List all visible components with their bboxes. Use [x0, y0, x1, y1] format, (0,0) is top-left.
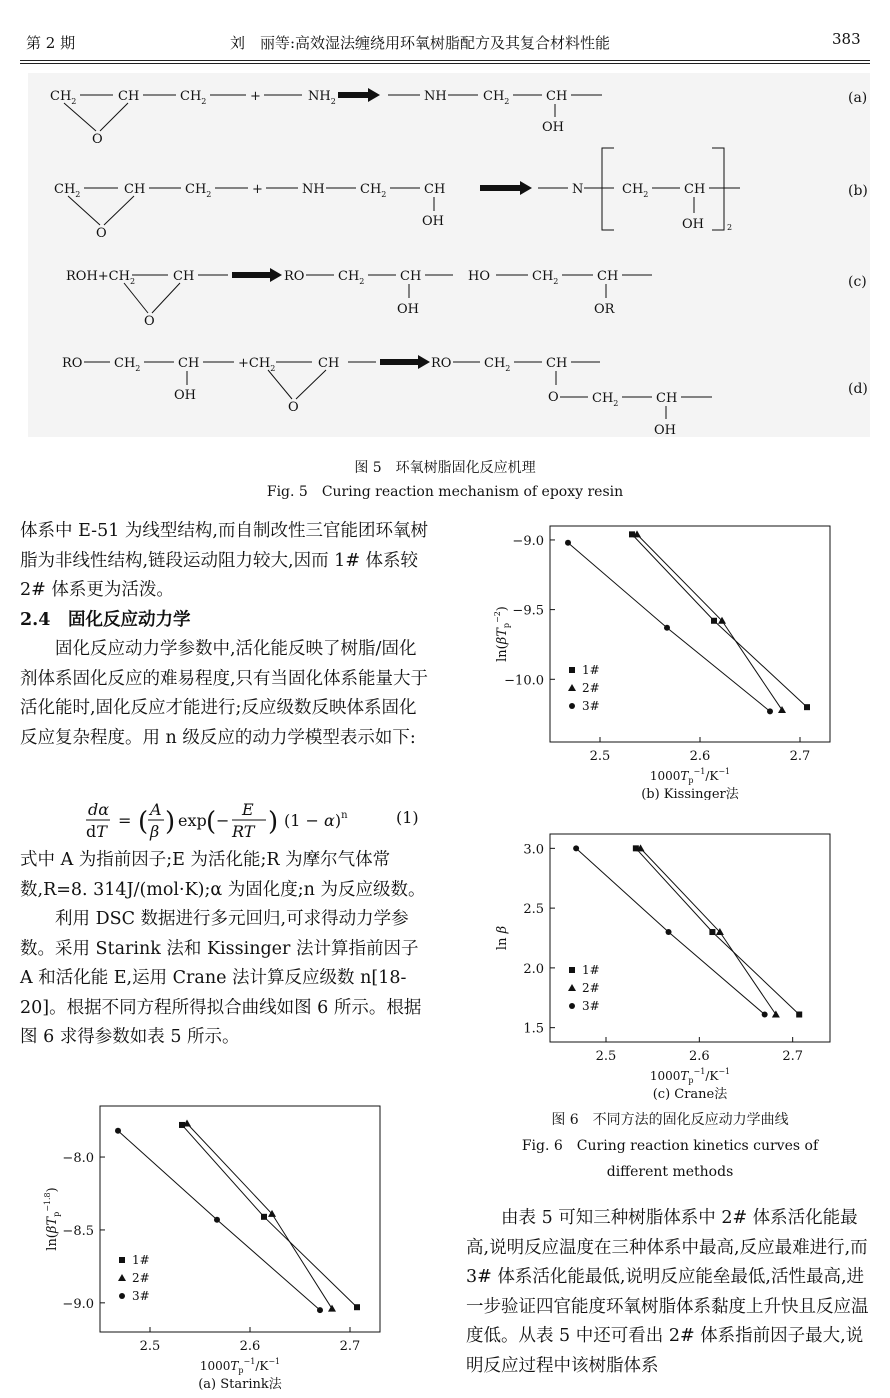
issue-number: 第 2 期 [26, 34, 76, 52]
x-tick-label: 2.7 [339, 1339, 361, 1354]
svg-text:CH2: $CH_2$ [185, 182, 212, 199]
label-a: (a) [848, 90, 868, 106]
svg-text:ROH+CH2: $ROH+CH_2$ [66, 269, 136, 286]
svg-text:E: E [242, 800, 254, 819]
label-b: (b) [848, 183, 868, 199]
label-c: (c) [848, 274, 867, 290]
fig5-caption-cn: 图 5 环氧树脂固化反应机理 [354, 460, 536, 476]
data-point-square [796, 1012, 802, 1018]
svg-text:CH: CH [424, 182, 446, 197]
svg-text:OR: OR [594, 302, 615, 317]
mechanism-figure [28, 73, 870, 437]
reaction-b [54, 148, 740, 241]
data-point-triangle [778, 706, 786, 713]
svg-text:HO: HO [468, 269, 490, 284]
reaction-c [66, 268, 652, 329]
svg-text:NH2: $NH_2$ [308, 89, 336, 106]
equation-1 [86, 798, 426, 842]
legend-label: 3# [582, 999, 600, 1013]
svg-text:dT: dT [86, 822, 107, 841]
svg-text:CH: CH [400, 269, 422, 284]
svg-text:N: N [572, 182, 584, 197]
data-point-circle [664, 625, 670, 631]
legend-marker-circle [119, 1293, 125, 1299]
svg-text:CH: CH [656, 391, 678, 406]
x-tick-label: 2.5 [595, 1049, 617, 1064]
svg-text:CH: CH [124, 182, 146, 197]
y-tick-label: 2.0 [523, 961, 544, 977]
svg-text:CH2: $CH_2$ [483, 89, 510, 106]
svg-text:CH2: $CH_2$ [622, 182, 649, 199]
left-column-2 [20, 846, 430, 1053]
data-point-triangle [328, 1305, 336, 1312]
reaction-d [62, 355, 712, 437]
svg-text:CH2: $CH_2$ [484, 356, 511, 373]
x-tick-label: 2.6 [688, 1049, 710, 1064]
x-tick-label: 2.5 [589, 749, 611, 764]
y-axis-label: $\ln(\beta T_p^{-1.8})$ [43, 1187, 61, 1251]
data-point-circle [767, 708, 773, 714]
svg-text:OH: OH [682, 217, 704, 232]
x-axis-label: $1000T_p^{-1}/K^{-1}$ [649, 767, 731, 785]
svg-text:CH2: $CH_2$ [50, 89, 77, 106]
fig6-caption-cn: 图 6 不同方法的固化反应动力学曲线 [551, 1112, 789, 1128]
svg-text:−: − [216, 811, 230, 830]
legend-marker-circle [569, 703, 575, 709]
y-tick-label: 2.5 [523, 902, 544, 918]
running-title: 刘 丽等:高效湿法缠绕用环氧树脂配方及其复合材料性能 [230, 34, 611, 52]
header-rule-bottom [20, 63, 870, 64]
y-tick-label: 3.0 [523, 842, 544, 858]
series-line-2 [641, 848, 776, 1014]
chart-kissinger [490, 520, 850, 800]
x-tick-label: 2.5 [139, 1339, 161, 1354]
data-point-square [261, 1214, 267, 1220]
svg-text:=: = [118, 811, 132, 830]
data-point-square [354, 1304, 360, 1310]
right-column [466, 1204, 874, 1381]
y-tick-label: −10.0 [504, 673, 544, 689]
header-rule-top [20, 60, 870, 61]
paragraph-4: 利用 DSC 数据进行多元回归,可求得动力学参数。采用 Starink 法和 Kissinger 法计算指前因子 A 和活化能 E,运用 Crane 法计算反应级数 n[18-20]。根据不同方程所得拟合曲线如图 6 所示。根据图 6 求得参数如表 5 所示。 [20, 909, 422, 1047]
svg-text:RO: RO [431, 356, 452, 371]
svg-text:CH: CH [546, 356, 568, 371]
svg-text:exp: exp [178, 811, 207, 830]
svg-text:CH2: $CH_2$ [180, 89, 207, 106]
svg-text:): ) [165, 807, 176, 837]
reaction-a [50, 88, 602, 147]
svg-text:(1 − α)n: $(1 - \alpha)^n$ [284, 810, 348, 830]
legend-label: 3# [582, 699, 600, 713]
y-axis-label: $\ln(\beta T_p^{-2})$ [493, 606, 511, 662]
x-tick-label: 2.6 [239, 1339, 261, 1354]
left-column [20, 517, 430, 753]
series-line-2 [637, 534, 782, 710]
svg-text:CH2: $CH_2$ [360, 182, 387, 199]
data-point-circle [565, 540, 571, 546]
svg-text:+: + [252, 182, 263, 197]
svg-text:O: O [144, 314, 155, 329]
svg-text:dα: dα [88, 800, 110, 819]
fig6-caption-en-2: different methods [606, 1164, 734, 1180]
data-point-circle [214, 1217, 220, 1223]
equation-number: (1) [396, 808, 419, 827]
legend-label: 2# [582, 981, 600, 995]
legend-marker-triangle [568, 684, 576, 691]
data-point-circle [573, 845, 579, 851]
svg-text:O: O [92, 132, 103, 147]
chart-crane [490, 828, 850, 1100]
svg-text:CH2: $CH_2$ [54, 182, 81, 199]
svg-text:CH2: $CH_2$ [532, 269, 559, 286]
series-line-2 [187, 1123, 332, 1308]
section-heading: 2.4 固化反应动力学 [20, 609, 191, 630]
y-tick-label: −8.5 [62, 1223, 94, 1239]
chart-subtitle: (c) Crane法 [652, 1087, 728, 1100]
paragraph-5: 由表 5 可知三种树脂体系中 2# 体系活化能最高,说明反应温度在三种体系中最高,反应最难进行,而 3# 体系活化能最低,说明反应能垒最低,活性最高,进一步验证四官能度环氧树脂体系黏度上升快且反应温度低。从表 5 中还可看出 2# 体系指前因子最大,说明反应过程中该树脂体系 [466, 1208, 869, 1376]
svg-text:CH: CH [597, 269, 619, 284]
data-point-square [804, 704, 810, 710]
svg-text:RO: RO [284, 269, 305, 284]
y-tick-label: −8.0 [62, 1151, 94, 1167]
legend-marker-triangle [568, 984, 576, 991]
data-point-triangle [772, 1011, 780, 1018]
data-point-circle [317, 1307, 323, 1313]
legend-label: 2# [132, 1271, 150, 1285]
paragraph-3: 式中 A 为指前因子;E 为活化能;R 为摩尔气体常数,R=8. 314J/(mol·K);α 为固化度;n 为反应级数。 [20, 850, 426, 900]
chart-subtitle: (a) Starink法 [198, 1377, 282, 1390]
chart-subtitle: (b) Kissinger法 [641, 787, 739, 800]
data-point-circle [115, 1128, 121, 1134]
svg-text:2: 2 [727, 223, 733, 232]
fig5-caption-en: Fig. 5 Curing reaction mechanism of epoxy resin [266, 484, 624, 500]
chart-starink [40, 1100, 400, 1390]
svg-text:CH: CH [546, 89, 568, 104]
svg-text:O: O [548, 390, 559, 405]
svg-text:CH: CH [684, 182, 706, 197]
y-axis-label: ln β [495, 925, 510, 951]
legend-marker-triangle [118, 1274, 126, 1281]
svg-text:OH: OH [422, 214, 444, 229]
legend-marker-square [569, 667, 575, 673]
legend-label: 2# [582, 681, 600, 695]
svg-text:OH: OH [397, 302, 419, 317]
svg-text:CH2: $CH_2$ [592, 391, 619, 408]
paragraph-1: 体系中 E-51 为线型结构,而自制改性三官能团环氧树脂为非线性结构,链段运动阻力较大,因而 1# 体系较 2# 体系更为活泼。 [20, 521, 428, 600]
svg-text:OH: OH [542, 120, 564, 135]
x-tick-label: 2.6 [689, 749, 711, 764]
svg-text:RT: RT [232, 822, 255, 841]
y-tick-label: −9.5 [512, 603, 544, 619]
svg-text:NH: NH [302, 182, 325, 197]
svg-text:+CH2: $+CH_2$ [238, 356, 276, 373]
legend-marker-square [569, 967, 575, 973]
svg-text:CH2: $CH_2$ [338, 269, 365, 286]
legend-marker-square [119, 1257, 125, 1263]
svg-text:+: + [250, 89, 261, 104]
y-tick-label: −9.0 [62, 1296, 94, 1312]
svg-text:): ) [268, 807, 279, 837]
x-tick-label: 2.7 [789, 749, 811, 764]
mechanism-diagram [28, 73, 870, 437]
y-tick-label: −9.0 [512, 533, 544, 549]
svg-text:β: β [150, 822, 160, 841]
svg-text:A: A [150, 800, 162, 819]
series-line-1 [636, 848, 799, 1014]
svg-text:RO: RO [62, 356, 83, 371]
label-d: (d) [848, 381, 868, 397]
data-point-circle [762, 1012, 768, 1018]
svg-text:CH: CH [178, 356, 200, 371]
x-axis-label: $1000T_p^{-1}/K^{-1}$ [649, 1067, 731, 1085]
legend-label: 1# [582, 663, 600, 677]
paragraph-2: 固化反应动力学参数中,活化能反映了树脂/固化剂体系固化反应的难易程度,只有当固化体系能量大于活化能时,固化反应才能进行;反应级数反映体系固化反应复杂程度。用 n 级反应的动力学模型表示如下: [20, 639, 429, 748]
y-tick-label: 1.5 [523, 1021, 544, 1037]
svg-text:NH: NH [424, 89, 447, 104]
svg-text:OH: OH [654, 423, 676, 437]
svg-text:CH: CH [173, 269, 195, 284]
page-number: 383 [832, 30, 861, 48]
data-point-square [709, 929, 715, 935]
legend-label: 3# [132, 1289, 150, 1303]
svg-text:O: O [96, 226, 107, 241]
legend-marker-circle [569, 1003, 575, 1009]
fig6-caption-en-1: Fig. 6 Curing reaction kinetics curves of [521, 1138, 819, 1154]
svg-text:O: O [288, 400, 299, 415]
svg-text:CH: CH [118, 89, 140, 104]
data-point-circle [666, 929, 672, 935]
svg-text:(: ( [138, 807, 149, 837]
equation-graphic [86, 798, 426, 842]
svg-text:CH2: $CH_2$ [114, 356, 141, 373]
svg-text:CH: CH [318, 356, 340, 371]
svg-text:(: ( [206, 807, 217, 837]
data-point-square [711, 618, 717, 624]
x-tick-label: 2.7 [782, 1049, 804, 1064]
x-axis-label: $1000T_p^{-1}/K^{-1}$ [199, 1357, 281, 1375]
legend-label: 1# [132, 1253, 150, 1267]
svg-text:OH: OH [174, 388, 196, 403]
legend-label: 1# [582, 963, 600, 977]
